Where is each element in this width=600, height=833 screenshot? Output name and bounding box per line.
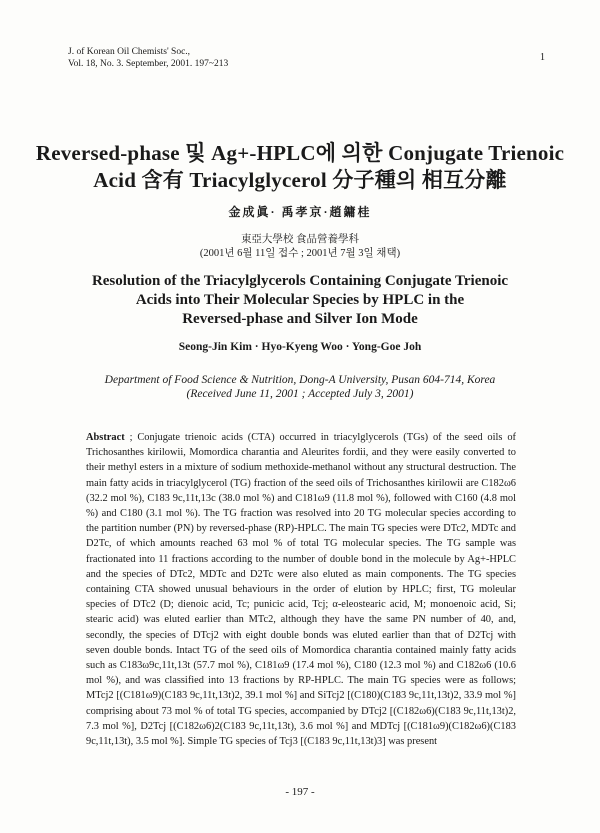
korean-affil-line-1: 東亞大學校 食品營養學科 xyxy=(240,234,360,245)
korean-title xyxy=(0,140,600,194)
abstract-text: ; Conjugate trienoic acids (CTA) occurred in triacylglycerols (TGs) of the seed oils of Trichosanthes kirilowii, Momordica charantia and Aleurites fordii, and they were easily converted to their methyl esters in a mixture of sodium methoxide-methanol without any structural destruction. The main fatty acids in triacylglycerol (TG) fraction of the seed oils of Trichosanthes kirilowii are C182ω6 (32.2 mol %), C183 9c,11t,13c (38.0 mol %) and C181ω9 (11.8 mol %), followed with C160 (4.8 mol %) and C180 (3.1 mol %). The TG fraction was resolved into 20 TG molecular species according to the partition number (PN) by reversed-phase (RP)-HPLC. The main TG species were DTc2, MDTc and D2Tc, of which amounts reached 63 mol % of total TG molecular species. The TG sample was fractionated into 11 fractions according to the number of double bond in the molecule by Ag+-HPLC and the species of DTc2, MDTc and D2Tc were also eluted as main components. The TG species containing CTA showed unusual behaviours in the order of elution by HPLC; first, TG moleular species of DTc2 (D; dienoic acid, Tc; punicic acid, Tcj; α-eleostearic acid, M; monoenoic acid, Si; stearic acid) was eluted earlier than MTc2, although they have the same PN number of 40, and, secondly, the species of DTcj2 with eight double bonds was eluted earlier than that of D2Tcj with seven double bonds. Intact TG of the seed oils of Momordica charantia contained mainly fatty acids such as C183ω9c,11t,13t (57.7 mol %), C181ω9 (17.4 mol %), C180 (12.3 mol %) and C182ω6 (10.6 mol %), and was classified into 13 fractions by RP-HPLC. The main TG species were as follows; MTcj2 [(C181ω9)(C183 9c,11t,13t)2, 39.1 mol %] and SiTcj2 [(C180)(C183 9c,11t,13t)2, 33.9 mol %] comprising about 73 mol % of total TG species, accompanied by DTcj2 [(C182ω6)(C183 9c,11t,13t)2, 7.3 mol %], D2Tcj [(C182ω6)2(C183 9c,11t,13t), 3.6 mol %] and MDTcj [(C181ω9)(C182ω6)(C183 9c,11t,13t), 3.5 mol %]. Simple TG species of Tcj3 [(C183 9c,11t,13t)3] was present xyxy=(86,432,516,748)
abstract-label: Abstract xyxy=(86,432,125,443)
english-title-line-1: Resolution of the Triacylglycerols Containing Conjugate Trienoic xyxy=(91,273,509,289)
english-title-line-3: Reversed-phase and Silver Ion Mode xyxy=(182,311,418,327)
english-title-line-2: Acids into Their Molecular Species by HPLC in the xyxy=(135,292,465,308)
korean-authors: 金成眞· 禹孝京·趙鏞桂 xyxy=(228,205,372,219)
page-number-bottom: - 197 - xyxy=(285,786,315,798)
journal-line-2: Vol. 18, No. 3. September, 2001. 197~213 xyxy=(68,59,229,69)
korean-affiliation xyxy=(0,233,600,261)
english-affiliation xyxy=(0,373,600,401)
abstract xyxy=(86,430,516,749)
english-affil-line-2: (Received June 11, 2001 ; Accepted July 3, 2001) xyxy=(186,388,414,400)
korean-affil-line-2: (2001년 6월 11일 접수 ; 2001년 7월 3일 채택) xyxy=(199,248,401,259)
korean-title-line-2: Acid 含有 Triacylglycerol 分子種의 相互分離 xyxy=(93,168,507,192)
english-affil-line-1: Department of Food Science & Nutrition, Dong-A University, Pusan 604-714, Korea xyxy=(104,374,496,386)
korean-title-line-1: Reversed-phase 및 Ag+-HPLC에 의한 Conjugate Trienoic xyxy=(35,141,565,165)
english-title xyxy=(0,272,600,329)
journal-line-1: J. of Korean Oil Chemists' Soc., xyxy=(68,47,191,57)
page-number-top: 1 xyxy=(540,52,545,63)
english-authors: Seong-Jin Kim · Hyo-Kyeng Woo · Yong-Goe Joh xyxy=(178,341,422,353)
